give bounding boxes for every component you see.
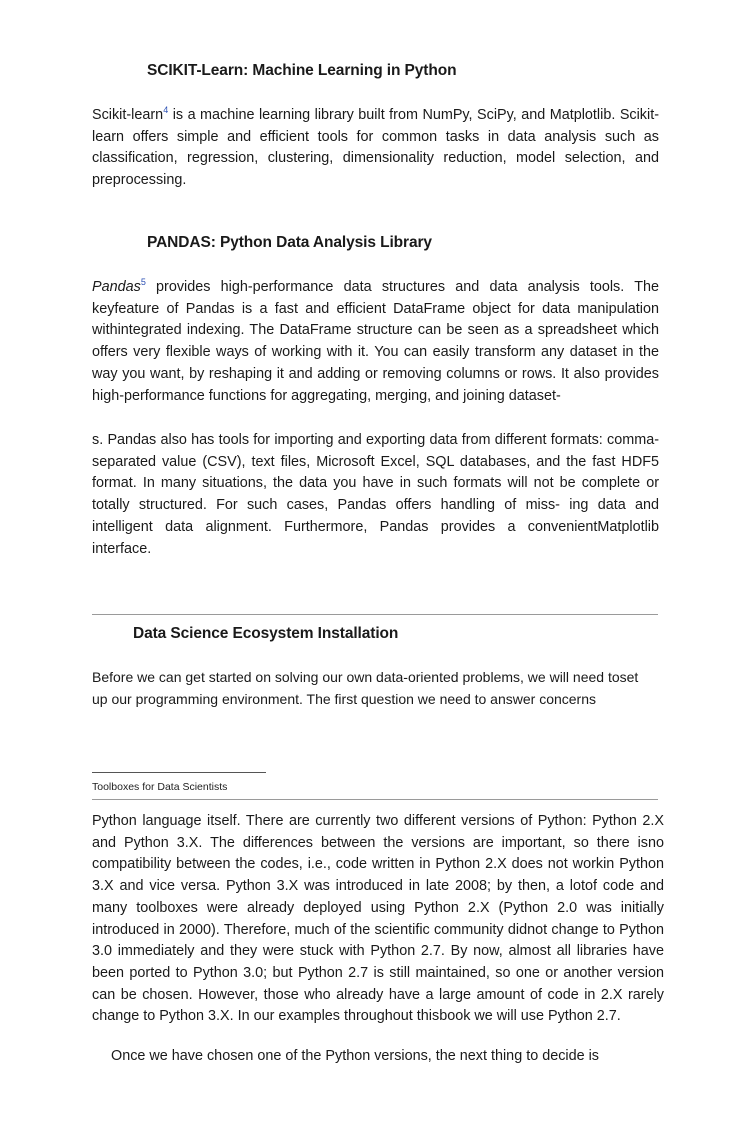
body-paragraph: Python language itself. There are currently two different versions of Python: Python 2.X and Python 3.X. The differences between the versions are important, so there isno compatibility between the codes, i.e., code written in Python 2.X does not workin Python 3.X and vice versa. Python 3.X was introduced in late 2008; by then, a lotof code and many toolboxes were already deployed using Python 2.X (Python 2.0 was initially introduced in 2000). Therefore, much of the scientific community didnot change to Python 3.0 immediately and they were stuck with Python 2.7. By now, almost all libraries have been ported to Python 3.0; but Python 2.7 is still maintained, so one or another version can be chosen. However, those who already have a large amount of code in 2.X rarely change to Python 3.X. In our examples throughout thisbook we will use Python 2.7. <box>92 813 664 1025</box>
sklearn-text: is a machine learning library built from NumPy, SciPy, and Matplotlib. Scikit-learn offers simple and efficient tools for common tasks in data analysis such as classification, regression, clustering, dimensionality reduction, model selection, and preprocessing. <box>92 107 659 189</box>
pandas-paragraph-continued: s. Pandas also has tools for importing and exporting data from different formats: comma-separated value (CSV), text files, Microsoft Excel, SQL databases, and the fast HDF5 format. In many situations, the data you have in such formats will not be complete or totally structured. For such cases, Pandas offers handling of miss- ing data and intelligent data alignment. Furthermore, Pandas provides a convenientMatplotlib interface. <box>92 432 659 557</box>
pandas-paragraph <box>92 277 659 407</box>
section-heading-install: Data Science Ecosystem Installation <box>133 625 399 642</box>
install-paragraph: Before we can get started on solving our own data-oriented problems, we will need toset up our programming environment. The first question we need to answer concerns <box>92 669 639 707</box>
footnote-ref-4[interactable]: 4 <box>163 105 169 115</box>
running-header: Toolboxes for Data Scientists <box>92 781 228 793</box>
sklearn-paragraph <box>92 105 659 192</box>
page-break-rule <box>92 772 266 773</box>
footnote-ref-5[interactable]: 5 <box>140 277 146 287</box>
header-rule <box>92 799 658 800</box>
pandas-term: Pandas <box>92 279 141 295</box>
section-heading-sklearn: SCIKIT-Learn: Machine Learning in Python <box>147 62 457 79</box>
section-heading-pandas: PANDAS: Python Data Analysis Library <box>147 234 432 251</box>
sklearn-term: Scikit-learn <box>92 107 164 123</box>
body-last-line: Once we have chosen one of the Python versions, the next thing to decide is <box>111 1048 599 1064</box>
section-divider <box>92 614 658 615</box>
pandas-text: provides high-performance data structures and data analysis tools. The keyfeature of Pandas is a fast and efficient DataFrame object for data manipulation withintegrated indexing. The DataFrame structure can be seen as a spreadsheet which offers very flexible ways of working with it. You can easily transform any dataset in the way you want, by reshaping it and adding or removing columns or rows. It also provides high-performance functions for aggregating, merging, and joining dataset- <box>92 279 659 404</box>
